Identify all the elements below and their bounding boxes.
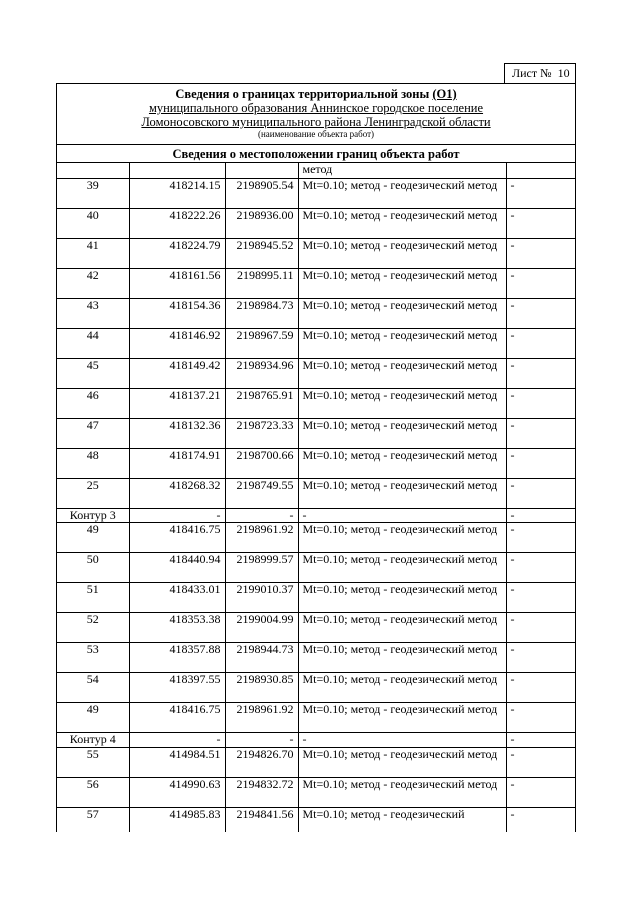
x-coordinate-cell: 418149.42	[129, 358, 225, 388]
y-coordinate-cell: 2198700.66	[225, 448, 298, 478]
table-row	[57, 747, 576, 777]
method-cell: Mt=0.10; метод - геодезический метод	[298, 268, 506, 298]
y-coordinate-cell: 2198995.11	[225, 268, 298, 298]
point-number-cell: 48	[57, 448, 129, 478]
table-row	[57, 733, 576, 748]
x-coordinate-cell: -	[129, 508, 225, 523]
x-coordinate-cell: 418174.91	[129, 448, 225, 478]
sheet-number: 10	[557, 66, 570, 80]
table-row	[57, 298, 576, 328]
method-cell: Mt=0.10; метод - геодезический метод	[298, 643, 506, 673]
point-number-cell: 41	[57, 238, 129, 268]
method-cell: Mt=0.10; метод - геодезический метод	[298, 777, 506, 807]
municipality-line: муниципального образования Аннинское городское поселение	[148, 101, 484, 115]
document-header	[57, 84, 575, 145]
y-coordinate-cell: 2198905.54	[225, 178, 298, 208]
y-coordinate-cell: 2198961.92	[225, 703, 298, 733]
y-coordinate-cell: 2198934.96	[225, 358, 298, 388]
y-coordinate-cell: 2198749.55	[225, 478, 298, 508]
point-number-cell: 53	[57, 643, 129, 673]
note-cell: -	[506, 643, 576, 673]
point-number-cell: 44	[57, 328, 129, 358]
table-row	[57, 208, 576, 238]
district-line: Ломоносовского муниципального района Ленинградской области	[141, 115, 491, 129]
y-coordinate-cell: 2199004.99	[225, 613, 298, 643]
note-cell: -	[506, 298, 576, 328]
title-prefix: Сведения о границах территориальной зоны	[175, 87, 433, 101]
method-cell: метод	[298, 163, 506, 178]
point-number-cell: Контур 3	[57, 508, 129, 523]
point-number-cell: 57	[57, 807, 129, 832]
method-cell: Mt=0.10; метод - геодезический метод	[298, 613, 506, 643]
table-row	[57, 523, 576, 553]
method-cell: Mt=0.10; метод - геодезический метод	[298, 418, 506, 448]
note-cell: -	[506, 613, 576, 643]
note-cell: -	[506, 747, 576, 777]
method-cell: -	[298, 508, 506, 523]
point-number-cell: 55	[57, 747, 129, 777]
x-coordinate-cell: -	[129, 733, 225, 748]
point-number-cell: 56	[57, 777, 129, 807]
x-coordinate-cell: 418161.56	[129, 268, 225, 298]
table-row	[57, 328, 576, 358]
method-cell: Mt=0.10; метод - геодезический метод	[298, 298, 506, 328]
y-coordinate-cell: 2198961.92	[225, 523, 298, 553]
note-cell: -	[506, 807, 576, 832]
table-row	[57, 703, 576, 733]
table-row	[57, 807, 576, 832]
x-coordinate-cell: 418154.36	[129, 298, 225, 328]
point-number-cell: 50	[57, 553, 129, 583]
y-coordinate-cell: 2199010.37	[225, 583, 298, 613]
method-cell: Mt=0.10; метод - геодезический метод	[298, 208, 506, 238]
x-coordinate-cell: 418416.75	[129, 523, 225, 553]
table-row	[57, 583, 576, 613]
note-cell	[506, 163, 576, 178]
table-row	[57, 508, 576, 523]
x-coordinate-cell: 418137.21	[129, 388, 225, 418]
table-row	[57, 777, 576, 807]
y-coordinate-cell: 2198930.85	[225, 673, 298, 703]
table-row	[57, 553, 576, 583]
x-coordinate-cell: 414984.51	[129, 747, 225, 777]
note-cell: -	[506, 388, 576, 418]
y-coordinate-cell: 2198945.52	[225, 238, 298, 268]
table-row	[57, 643, 576, 673]
method-cell: Mt=0.10; метод - геодезический метод	[298, 747, 506, 777]
table-row	[57, 673, 576, 703]
point-number-cell: 45	[57, 358, 129, 388]
table-row	[57, 388, 576, 418]
y-coordinate-cell: -	[225, 508, 298, 523]
x-coordinate-cell: 418397.55	[129, 673, 225, 703]
point-number-cell: 46	[57, 388, 129, 418]
method-cell: Mt=0.10; метод - геодезический метод	[298, 448, 506, 478]
table-row	[57, 268, 576, 298]
method-cell: Mt=0.10; метод - геодезический метод	[298, 583, 506, 613]
note-cell: -	[506, 523, 576, 553]
x-coordinate-cell: 418146.92	[129, 328, 225, 358]
y-coordinate-cell	[225, 163, 298, 178]
table-row	[57, 613, 576, 643]
note-cell: -	[506, 553, 576, 583]
note-cell: -	[506, 673, 576, 703]
point-number-cell: 52	[57, 613, 129, 643]
y-coordinate-cell: 2198967.59	[225, 328, 298, 358]
table-row	[57, 178, 576, 208]
sheet-number-box	[504, 63, 576, 83]
table-row	[57, 358, 576, 388]
method-cell: Mt=0.10; метод - геодезический метод	[298, 523, 506, 553]
table-row	[57, 238, 576, 268]
note-cell: -	[506, 418, 576, 448]
method-cell: -	[298, 733, 506, 748]
method-cell: Mt=0.10; метод - геодезический	[298, 807, 506, 832]
y-coordinate-cell: -	[225, 733, 298, 748]
table-row	[57, 448, 576, 478]
y-coordinate-cell: 2198944.73	[225, 643, 298, 673]
note-cell: -	[506, 777, 576, 807]
method-cell: Mt=0.10; метод - геодезический метод	[298, 478, 506, 508]
note-cell: -	[506, 508, 576, 523]
y-coordinate-cell: 2198723.33	[225, 418, 298, 448]
document-title	[57, 87, 575, 101]
table-row	[57, 418, 576, 448]
note-cell: -	[506, 208, 576, 238]
sheet-label: Лист №	[512, 66, 552, 80]
point-number-cell: Контур 4	[57, 733, 129, 748]
section-title: Сведения о местоположении границ объекта работ	[57, 145, 575, 163]
point-number-cell	[57, 163, 129, 178]
x-coordinate-cell: 414990.63	[129, 777, 225, 807]
method-cell: Mt=0.10; метод - геодезический метод	[298, 178, 506, 208]
method-cell: Mt=0.10; метод - геодезический метод	[298, 358, 506, 388]
point-number-cell: 43	[57, 298, 129, 328]
point-number-cell: 42	[57, 268, 129, 298]
note-cell: -	[506, 583, 576, 613]
y-coordinate-cell: 2198936.00	[225, 208, 298, 238]
note-cell: -	[506, 703, 576, 733]
document-frame	[56, 83, 576, 832]
x-coordinate-cell: 418416.75	[129, 703, 225, 733]
y-coordinate-cell: 2198984.73	[225, 298, 298, 328]
note-cell: -	[506, 268, 576, 298]
point-number-cell: 39	[57, 178, 129, 208]
note-cell: -	[506, 448, 576, 478]
note-cell: -	[506, 178, 576, 208]
note-cell: -	[506, 238, 576, 268]
point-number-cell: 49	[57, 703, 129, 733]
x-coordinate-cell: 418357.88	[129, 643, 225, 673]
point-number-cell: 47	[57, 418, 129, 448]
x-coordinate-cell: 414985.83	[129, 807, 225, 832]
note-cell: -	[506, 328, 576, 358]
x-coordinate-cell: 418433.01	[129, 583, 225, 613]
y-coordinate-cell: 2198999.57	[225, 553, 298, 583]
x-coordinate-cell: 418353.38	[129, 613, 225, 643]
zone-code: (О1)	[432, 87, 457, 101]
x-coordinate-cell: 418222.26	[129, 208, 225, 238]
x-coordinate-cell	[129, 163, 225, 178]
method-cell: Mt=0.10; метод - геодезический метод	[298, 328, 506, 358]
x-coordinate-cell: 418440.94	[129, 553, 225, 583]
x-coordinate-cell: 418132.36	[129, 418, 225, 448]
point-number-cell: 49	[57, 523, 129, 553]
note-cell: -	[506, 733, 576, 748]
y-coordinate-cell: 2194832.72	[225, 777, 298, 807]
x-coordinate-cell: 418214.15	[129, 178, 225, 208]
method-cell: Mt=0.10; метод - геодезический метод	[298, 553, 506, 583]
method-cell: Mt=0.10; метод - геодезический метод	[298, 388, 506, 418]
coordinates-table-body	[57, 163, 576, 832]
point-number-cell: 40	[57, 208, 129, 238]
point-number-cell: 51	[57, 583, 129, 613]
x-coordinate-cell: 418268.32	[129, 478, 225, 508]
table-row	[57, 163, 576, 178]
point-number-cell: 54	[57, 673, 129, 703]
y-coordinate-cell: 2198765.91	[225, 388, 298, 418]
coordinates-table	[57, 163, 576, 832]
object-name-note: (наименование объекта работ)	[257, 129, 375, 139]
method-cell: Mt=0.10; метод - геодезический метод	[298, 673, 506, 703]
method-cell: Mt=0.10; метод - геодезический метод	[298, 238, 506, 268]
note-cell: -	[506, 478, 576, 508]
y-coordinate-cell: 2194841.56	[225, 807, 298, 832]
method-cell: Mt=0.10; метод - геодезический метод	[298, 703, 506, 733]
y-coordinate-cell: 2194826.70	[225, 747, 298, 777]
table-row	[57, 478, 576, 508]
x-coordinate-cell: 418224.79	[129, 238, 225, 268]
point-number-cell: 25	[57, 478, 129, 508]
note-cell: -	[506, 358, 576, 388]
